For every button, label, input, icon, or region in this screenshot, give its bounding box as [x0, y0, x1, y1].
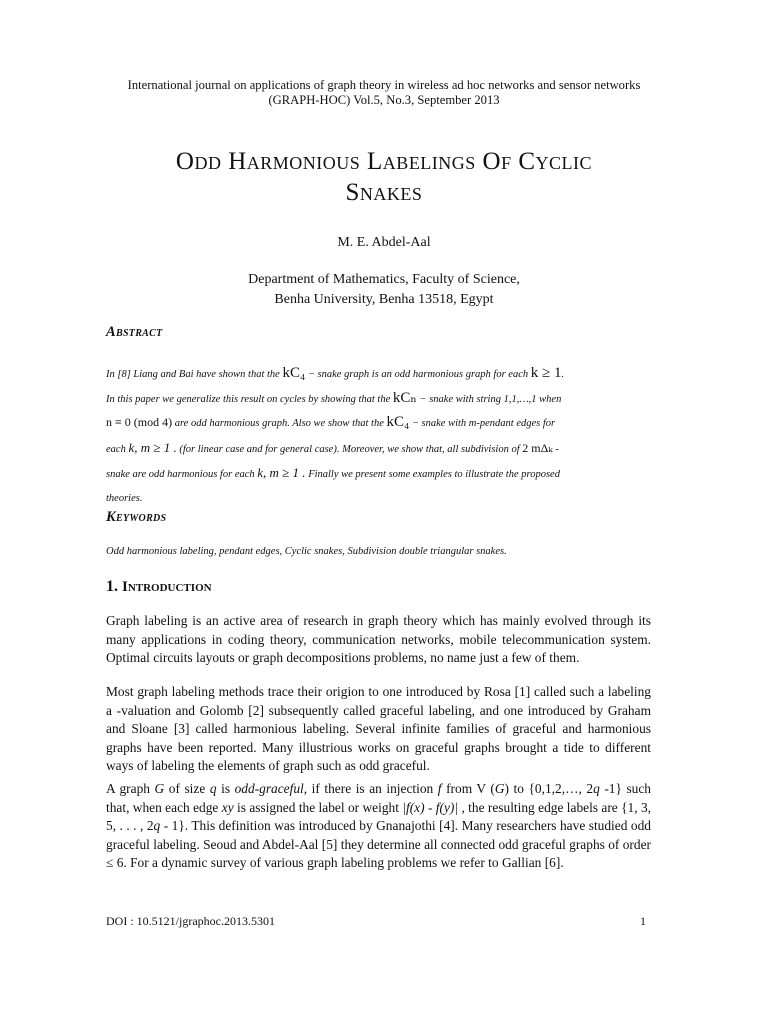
math-var: q: [209, 781, 217, 796]
intro-paragraph-1: Graph labeling is an active area of research in graph theory which has mainly evolved through its many applications in coding theory, communication networks, mobile telecommunication system. Optimal circuits layouts or graph decompositions problems, no name just a few of them.: [106, 613, 651, 666]
journal-volume: (GRAPH-HOC) Vol.5, No.3, September 2013: [268, 93, 500, 107]
math-kc4-b: kC₄: [386, 414, 410, 430]
para-text: - 1}. This definition was introduced by Gnanajothi [4]. Many researchers have studied odd graceful labeling. Seoud and Abdel-Aal [5] they determine all connected odd graceful graphs of order ≤ 6. For a dynamic survey of various graph labeling problems we refer to Gallian [6].: [106, 818, 651, 871]
math-km-ge-1-b: k, m ≥ 1 .: [257, 465, 306, 480]
abstract-text: -: [552, 443, 559, 455]
abstract-text: snake are odd harmonious for each: [106, 469, 258, 480]
para-text: ) to {0,1,2,…, 2: [504, 781, 594, 796]
math-n-mod-4: n ≡ 0 (mod 4): [106, 415, 173, 429]
abstract-text: Finally we present some examples to illustrate the proposed: [305, 469, 560, 480]
term-odd-graceful: odd-graceful: [234, 781, 304, 796]
keywords-text: Odd harmonious labeling, pendant edges, Cyclic snakes, Subdivision double triangular snakes.: [106, 546, 507, 557]
para-text: is assigned the label or weight: [233, 799, 403, 815]
math-2m-delta-k: 2 mΔₖ: [522, 440, 553, 455]
section-number: 1.: [106, 578, 118, 595]
intro-paragraph-3: [106, 780, 651, 873]
math-kc4: kC₄: [282, 365, 306, 381]
abstract-text: are odd harmonious graph. Also we show that the: [172, 418, 387, 429]
math-var: xy: [221, 799, 234, 815]
math-var: G: [494, 781, 505, 796]
math-var: f: [437, 781, 442, 796]
abstract-text: − snake with string 1,1,…,1 when: [416, 393, 562, 405]
abstract-text: theories.: [106, 492, 143, 504]
paper-title: [60, 146, 708, 208]
abstract-text: .: [561, 369, 565, 380]
abstract-heading: Abstract: [106, 324, 163, 340]
math-var: q: [593, 781, 600, 796]
page-number: 1: [640, 914, 646, 928]
abstract-text: In [8] Liang and Bai have shown that the: [106, 369, 283, 380]
para-text: , the resulting edge labels are {1, 3, 5, . . . , 2: [106, 799, 652, 834]
section-heading-introduction: [106, 578, 212, 596]
author-name: M. E. Abdel-Aal: [337, 235, 431, 250]
abstract-text: In this paper we generalize this result on cycles by showing that the: [106, 393, 393, 405]
para-text: from V (: [441, 781, 495, 796]
abstract-text: − snake with m-pendant edges for: [409, 418, 556, 429]
journal-name: International journal on applications of graph theory in wireless ad hoc networks and sensor networks: [127, 78, 641, 92]
abstract-text: (for linear case and for general case). Moreover, we show that, all subdivision of: [176, 443, 523, 455]
journal-header: [60, 78, 708, 108]
para-text: -1} such that, when each edge: [106, 781, 651, 815]
math-var: G: [154, 781, 165, 796]
math-k-ge-1: k ≥ 1: [530, 365, 562, 381]
intro-paragraph-2: Most graph labeling methods trace their origion to one introduced by Rosa [1] called such a labeling a -valuation and Golomb [2] subsequently called graceful labeling, and one introduced by Graham and Sloane [3] called harmonious labeling. Several infinite families of graceful and harmonious graphs have been reported. Many illustrious works on graceful graphs brought a tide to different ways of labeling the elements of graph such as odd graceful.: [106, 684, 651, 774]
para-text: A graph: [106, 781, 155, 796]
math-weight: |f(x) - f(y)|: [402, 799, 459, 815]
abstract-text: − snake graph is an odd harmonious graph for each: [305, 369, 531, 380]
title-line-2: Snakes: [345, 179, 423, 206]
affiliation: [60, 270, 708, 310]
abstract-body: [106, 362, 651, 510]
title-line-1: Odd Harmonious Labelings Of Cyclic: [175, 148, 593, 175]
math-var: q: [153, 818, 161, 834]
para-text: of size: [164, 781, 210, 796]
affiliation-line-1: Department of Mathematics, Faculty of Science,: [248, 272, 520, 287]
para-text: , if there is an injection: [303, 781, 438, 796]
section-title: Introduction: [122, 579, 212, 595]
math-km-ge-1: k, m ≥ 1 .: [128, 439, 177, 455]
keywords-heading: Keywords: [106, 509, 167, 525]
footer-doi: DOI : 10.5121/jgraphoc.2013.5301: [106, 914, 275, 928]
abstract-text: each: [106, 443, 129, 455]
affiliation-line-2: Benha University, Benha 13518, Egypt: [274, 292, 494, 307]
para-text: is: [216, 781, 235, 796]
math-kcn: kCₙ: [392, 389, 417, 406]
